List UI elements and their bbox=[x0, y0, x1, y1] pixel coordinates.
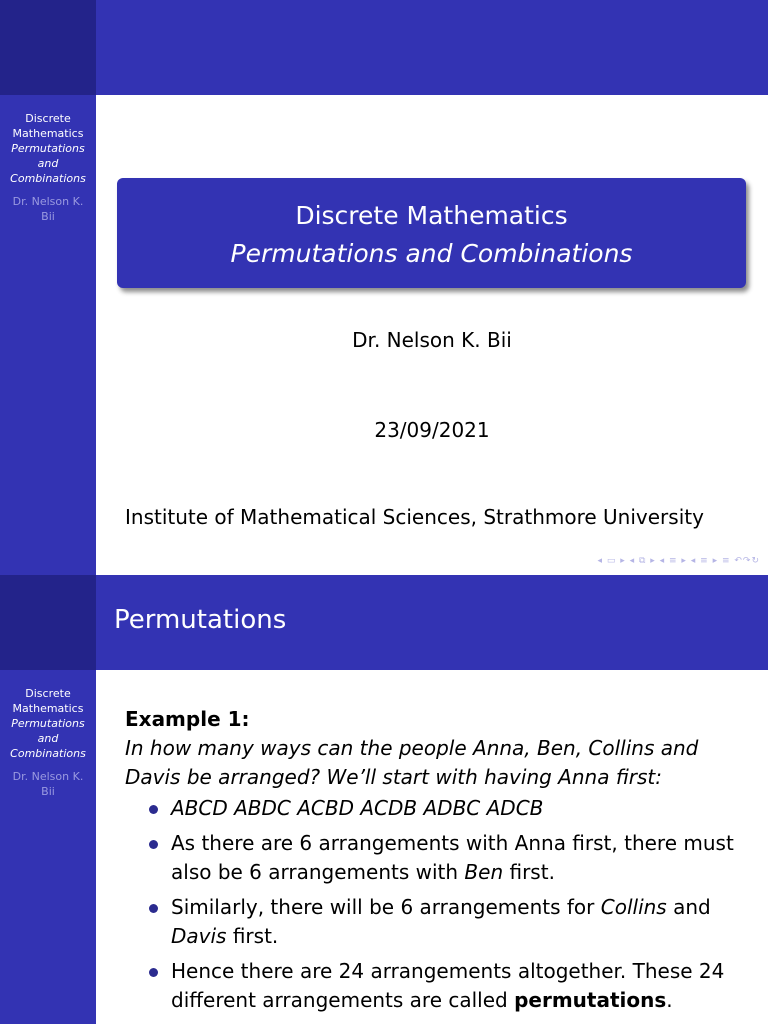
sidebar bbox=[0, 95, 96, 575]
sidebar-author-line: Dr. Nelson K. bbox=[12, 770, 84, 783]
bullet-icon bbox=[149, 840, 158, 849]
list-item-text: Hence there are 24 arrangements altogether. These 24 different arrangements are called bbox=[171, 959, 725, 1012]
list-item bbox=[125, 893, 735, 951]
list-item-emphasis: Ben bbox=[464, 860, 504, 884]
sidebar-title-line: Mathematics bbox=[12, 127, 84, 140]
list-item-bold: permutations bbox=[514, 988, 667, 1012]
sidebar-author bbox=[0, 194, 96, 224]
example-question: In how many ways can the people Anna, Ben, Collins and Davis be arranged? We’ll start with having Anna first: bbox=[125, 736, 699, 789]
list-item-emphasis: Collins bbox=[600, 895, 667, 919]
institute-name: Institute of Mathematical Sciences, Strathmore University bbox=[125, 505, 704, 529]
sidebar-author-line: Dr. Nelson K. bbox=[12, 195, 84, 208]
sidebar-title-line: Discrete bbox=[25, 112, 71, 125]
corner-block bbox=[0, 0, 96, 95]
sidebar-title-line: Mathematics bbox=[12, 702, 84, 715]
sidebar bbox=[0, 670, 96, 1024]
sidebar-subtitle-line: and bbox=[37, 732, 59, 745]
sidebar-subtitle-line: Permutations bbox=[11, 142, 85, 155]
sidebar-author bbox=[0, 769, 96, 799]
bullet-list bbox=[125, 794, 735, 1015]
list-item-text: Similarly, there will be 6 arrangements for bbox=[171, 895, 601, 919]
sidebar-author-line: Bii bbox=[41, 785, 55, 798]
beamer-navigation-bar[interactable]: ◂ ▭ ▸ ◂ ⧉ ▸ ◂ ≡ ▸ ◂ ≡ ▸ ≡ ↶↷↻ bbox=[597, 556, 760, 566]
bullet-icon bbox=[149, 904, 158, 913]
corner-block bbox=[0, 575, 96, 670]
title-box bbox=[117, 178, 746, 288]
list-item-text: first. bbox=[226, 924, 279, 948]
list-item-text: ABCD ABDC ACBD ACDB ADBC ADCB bbox=[171, 796, 544, 820]
frame-title: Permutations bbox=[114, 605, 287, 635]
slide-body bbox=[125, 705, 735, 1021]
sidebar-title[interactable] bbox=[0, 95, 96, 186]
presentation-date: 23/09/2021 bbox=[374, 418, 490, 442]
list-item-text: . bbox=[666, 988, 673, 1012]
sidebar-subtitle-line: Permutations bbox=[11, 717, 85, 730]
permutations-slide bbox=[0, 575, 768, 1024]
presentation-subtitle: Permutations and Combinations bbox=[230, 239, 633, 268]
list-item bbox=[125, 794, 735, 823]
bullet-icon bbox=[149, 968, 158, 977]
sidebar-subtitle-line: Combinations bbox=[10, 747, 86, 760]
bullet-icon bbox=[149, 805, 158, 814]
author-name: Dr. Nelson K. Bii bbox=[352, 328, 512, 352]
sidebar-title-line: Discrete bbox=[25, 687, 71, 700]
list-item bbox=[125, 829, 735, 887]
list-item-emphasis: Davis bbox=[171, 924, 227, 948]
presentation-title: Discrete Mathematics bbox=[295, 201, 568, 230]
sidebar-subtitle-line: and bbox=[37, 157, 59, 170]
list-item-text: first. bbox=[503, 860, 555, 884]
sidebar-author-line: Bii bbox=[41, 210, 55, 223]
sidebar-title[interactable] bbox=[0, 670, 96, 761]
header-band bbox=[96, 0, 768, 95]
sidebar-subtitle-line: Combinations bbox=[10, 172, 86, 185]
example-title: Example 1: bbox=[125, 707, 250, 731]
list-item-text: and bbox=[666, 895, 711, 919]
list-item-text: As there are 6 arrangements with Anna first, there must also be 6 arrangements with bbox=[171, 831, 734, 884]
list-item bbox=[125, 957, 735, 1015]
